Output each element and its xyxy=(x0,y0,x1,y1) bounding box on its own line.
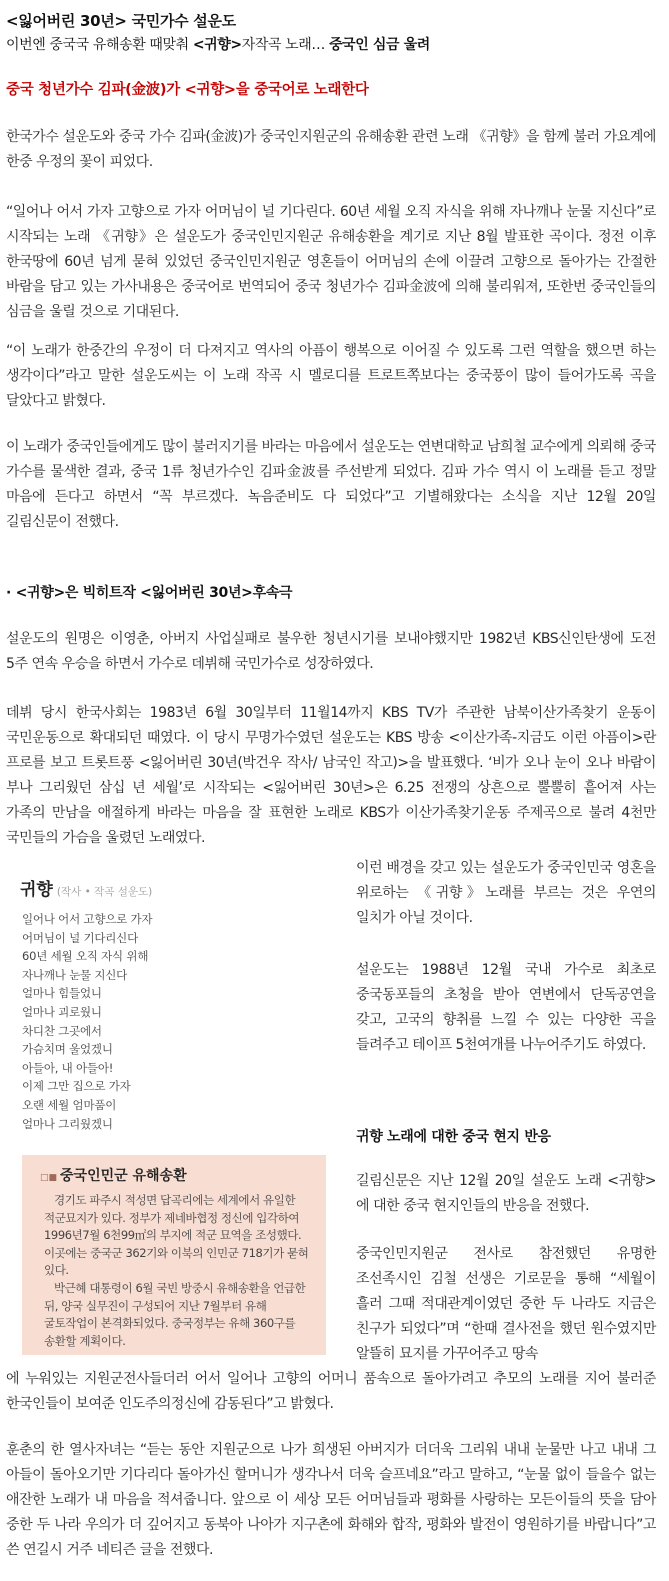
lyric-line: 얼마나 괴로웠니 xyxy=(22,1004,102,1019)
lyrics-credit: (작사 • 작곡 설운도) xyxy=(56,886,153,898)
info-box-title xyxy=(40,1165,187,1185)
article-subtitle xyxy=(6,34,430,54)
lyric-line: 일어나 어서 고향으로 가자 xyxy=(22,912,153,926)
info-box-title-text: 중국인민군 유해송환 xyxy=(60,1168,187,1184)
lyric-line: 아들아, 내 아들아! xyxy=(22,1060,114,1075)
paragraph-5: 설운도의 원명은 이영춘, 아버지 사업실패로 불우한 청년시기를 보내야했지만 1982년 KBS신인탄생에 도전 5주 연속 우승을 하면서 가수로 데뷔해 국민가수로 성장하였다. xyxy=(6,631,656,672)
lyric-line: 얼마나 힘들었니 xyxy=(22,986,102,1001)
lyrics-lines xyxy=(22,910,152,1133)
right-paragraph-1: 이런 배경을 갖고 있는 설운도가 중국인민국 영혼을 위로하는 《귀향》노래를 부르는 것은 우연의 일치가 아닐 것이다. xyxy=(356,860,656,926)
right-paragraph-3: 길림신문은 지난 12월 20일 설운도 노래 <귀향>에 대한 중국 현지인들의 반응을 전했다. xyxy=(356,1173,656,1214)
lyric-line: 차디찬 그곳에서 xyxy=(22,1023,102,1038)
info-box xyxy=(22,1155,326,1355)
subtitle-song: <귀향> xyxy=(192,37,242,53)
lyric-line: 가슴치며 울었겠니 xyxy=(22,1042,113,1057)
box-marker-icon: □■ xyxy=(40,1173,58,1183)
paragraph-4: 이 노래가 중국인들에게도 많이 불러지기를 바라는 마음에서 설운도는 연변대학교 남희철 교수에게 의뢰해 중국 가수를 물색한 결과, 중국 1류 청년가수인 김파金波를 주선받게 되었다. 김파 가수 역시 이 노래를 듣고 정말 마음에 든다고 하면서 “꼭 부르겠다. 녹음준비도 다 되었다”고 기별해왔다는 소식을 지난 12월 20일 길림신문이 전했다. xyxy=(6,439,656,530)
lyric-line: 오랜 세월 엄마품이 xyxy=(22,1097,117,1112)
right-paragraph-4: 중국인민지원군 전사로 참전했던 유명한 조선족시인 김철 선생은 기로문을 통해 “세월이 흘러 그때 적대관계이였던 중한 두 나라도 지금은 친구가 되었다”며 “한때 결사전을 했던 원수였지만 알뜰히 묘지를 가꾸어주고 땅속 xyxy=(356,1246,656,1362)
paragraph-1: 한국가수 설운도와 중국 가수 김파(金波)가 중국인지원군의 유해송환 관련 노래 《귀향》을 함께 불러 가요계에 한중 우정의 꽃이 피었다. xyxy=(6,129,656,170)
lyric-line: 얼마나 그리웠겠니 xyxy=(22,1116,113,1131)
subtitle-part: 이번엔 중국국 유해송환 때맞춰 xyxy=(6,37,193,53)
red-headline: 중국 청년가수 김파(金波)가 <귀향>을 중국어로 노래한다 xyxy=(6,82,369,98)
section-title: · <귀향>은 빅히트작 <잃어버린 30년>후속극 xyxy=(6,585,293,601)
lyrics-title xyxy=(20,875,152,900)
paragraph-6: 데뷔 당시 한국사회는 1983년 6월 30일부터 11월14까지 KBS TV가 주관한 남북이산가족찾기 운동이 국민운동으로 확대되던 때였다. 이 당시 무명가수였던 설운도는 KBS 방송 <이산가족-지금도 이런 아픔이>란 프로를 보고 트롯트풍 <잃어버린 30년(박건우 작사/ 남국인 작고)>을 발표했다. ‘비가 오나 눈이 오나 바람이 부나 그리웠던 삼십 년 세월’로 시작되는 <잃어버린 30년>은 6.25 전쟁의 상흔으로 뿔뿔히 흩어져 사는 가족의 만남을 애절하게 바라는 마음을 잘 표현한 노래로 KBS가 이산가족찾기운동 주제곡으로 불려 4천만 국민들의 가슴을 울렸던 노래였다. xyxy=(6,705,656,846)
paragraph-7: 에 누워있는 지원군전사들더러 어서 일어나 고향의 어머니 품속으로 돌아가려고 추모의 노래를 지어 불러준 한국인들이 보여준 인도주의정신에 감동된다”고 밝혔다. xyxy=(6,1371,656,1412)
lyric-line: 어머님이 널 기다리신다 xyxy=(22,930,138,945)
info-box-text-1: 경기도 파주시 적성면 답곡리에는 세계에서 유일한 적군묘지가 있다. 정부가 제네바협정 정신에 입각하여 1996년7월 6천99㎡의 부지에 적군 묘역을 조성했다. 이곳에는 중국군 362기와 이북의 인민군 718기가 묻혀 있다. xyxy=(44,1193,309,1277)
paragraph-8: 훈춘의 한 열사자녀는 “듣는 동안 지원군으로 나가 희생된 아버지가 더더욱 그리워 내내 눈물만 나고 내내 그 아들이 돌아오기만 기다리다 돌아가신 할머니가 생각나서 더욱 슬프네요”라고 말하고, “눈물 없이 들을수 없는 애잔한 노래가 내 마음을 적셔줍니다. 앞으로 이 세상 모든 어머님들과 평화를 사랑하는 모든이들의 뜻을 담아 중한 두 나라 우의가 더 깊어지고 동북아 나아가 지구촌에 화해와 합작, 평화와 발전이 영원하기를 바랍니다”고 쓴 연길시 거주 네티즌 글을 전했다. xyxy=(6,1442,656,1558)
paragraph-3: “이 노래가 한중간의 우정이 더 다져지고 역사의 아픔이 행복으로 이어질 수 있도록 그런 역할을 했으면 하는 생각이다”라고 말한 설운도씨는 이 노래 작곡 시 멜로디를 트로트쪽보다는 중국풍이 많이 들어가도록 곡을 달았다고 밝혔다. xyxy=(6,343,656,409)
right-paragraph-2: 설운도는 1988년 12월 국내 가수로 최초로 중국동포들의 초청을 받아 연변에서 단독공연을 갖고, 고국의 향취를 느낄 수 있는 다양한 곡을 들려주고 테이프 5천여개를 나누어주기도 하였다. xyxy=(356,962,656,1053)
right-subheading: 귀향 노래에 대한 중국 현지 반응 xyxy=(356,1129,551,1145)
subtitle-emphasis: 중국인 심금 울려 xyxy=(329,37,430,53)
article-title: <잃어버린 30년> 국민가수 설운도 xyxy=(6,12,236,30)
lyric-line: 자나깨나 눈물 지신다 xyxy=(22,967,128,982)
info-box-text-2: 박근혜 대통령이 6월 국빈 방중시 유해송환을 언급한 뒤, 양국 실무진이 구성되어 지난 7월부터 유해 굴토작업이 본격화되었다. 중국정부는 유해 360구를 송환할 계획이다. xyxy=(44,1281,306,1348)
paragraph-2: “일어나 어서 가자 고향으로 가자 어머님이 널 기다린다. 60년 세월 오직 자식을 위해 자나깨나 눈물 지신다”로 시작되는 노래 《귀향》은 설운도가 중국인민지원군 유해송환을 계기로 지난 8월 발표한 곡이다. 정전 이후 한국땅에 60년 넘게 묻혀 있었던 중국인민지원군 영혼들이 어머님의 손에 이끌려 고향으로 돌아가는 간절한 바람을 담고 있는 가사내용은 중국어로 번역되어 중국 청년가수 김파金波에 의해 불리워져, 또한번 중국인들의 심금을 울릴 것으로 기대된다. xyxy=(6,204,656,320)
lyric-line: 이제 그만 집으로 가자 xyxy=(22,1079,131,1094)
subtitle-part: 자작곡 노래… xyxy=(241,37,330,53)
lyrics-title-text: 귀향 xyxy=(20,880,53,900)
lyric-line: 60년 세월 오직 자식 위해 xyxy=(22,949,149,964)
